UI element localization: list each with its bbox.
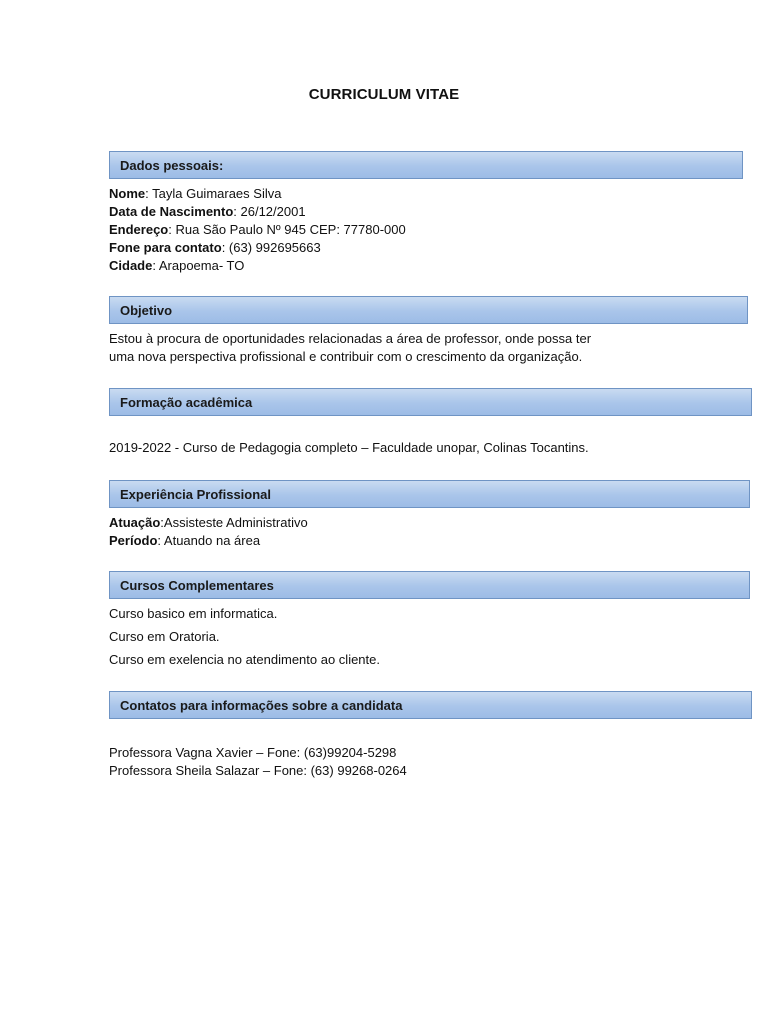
field-role <box>109 514 308 532</box>
field-label: Endereço <box>109 222 169 237</box>
course-item: Curso em Oratoria. <box>109 629 220 644</box>
field-value: Arapoema- TO <box>158 258 245 273</box>
field-value: Rua São Paulo Nº 945 CEP: 77780-000 <box>175 222 406 237</box>
section-header-courses: Cursos Complementares <box>109 571 750 599</box>
field-period <box>109 532 260 550</box>
field-separator: : <box>233 204 241 219</box>
field-label: Fone para contato <box>109 240 222 255</box>
section-header-objective: Objetivo <box>109 296 748 324</box>
section-header-education: Formação acadêmica <box>109 388 752 416</box>
reference-item: Professora Sheila Salazar – Fone: (63) 99268-0264 <box>109 763 407 778</box>
section-header-experience: Experiência Profissional <box>109 480 750 508</box>
field-label: Data de Nascimento <box>109 204 234 219</box>
field-separator: : <box>168 222 176 237</box>
field-value: Assisteste Administrativo <box>163 515 308 530</box>
field-address <box>109 221 406 239</box>
field-label: Cidade <box>109 258 153 273</box>
course-item: Curso em exelencia no atendimento ao cliente. <box>109 652 380 667</box>
field-name <box>109 185 281 203</box>
education-item: 2019-2022 - Curso de Pedagogia completo – Faculdade unopar, Colinas Tocantins. <box>109 440 589 455</box>
section-header-references: Contatos para informações sobre a candidata <box>109 691 752 719</box>
document-title: CURRICULUM VITAE <box>308 86 460 103</box>
field-separator: : <box>152 258 159 273</box>
objective-text-line: uma nova perspectiva profissional e contribuir com o crescimento da organização. <box>109 349 583 364</box>
field-birth-date <box>109 203 306 221</box>
objective-text-line: Estou à procura de oportunidades relacionadas a área de professor, onde possa ter <box>109 331 592 346</box>
field-phone <box>109 239 321 257</box>
field-separator: : <box>157 533 164 548</box>
field-separator: : <box>160 515 164 530</box>
section-header-personal-data: Dados pessoais: <box>109 151 743 179</box>
field-value: 26/12/2001 <box>240 204 306 219</box>
reference-item: Professora Vagna Xavier – Fone: (63)99204-5298 <box>109 745 397 760</box>
field-value: Atuando na área <box>163 533 261 548</box>
field-separator: : <box>145 186 153 201</box>
field-label: Atuação <box>109 515 161 530</box>
course-item: Curso basico em informatica. <box>109 606 278 621</box>
field-value: Tayla Guimaraes Silva <box>152 186 282 201</box>
field-label: Nome <box>109 186 146 201</box>
field-separator: : <box>221 240 229 255</box>
field-value: (63) 992695663 <box>228 240 321 255</box>
field-city <box>109 257 244 275</box>
field-label: Período <box>109 533 158 548</box>
